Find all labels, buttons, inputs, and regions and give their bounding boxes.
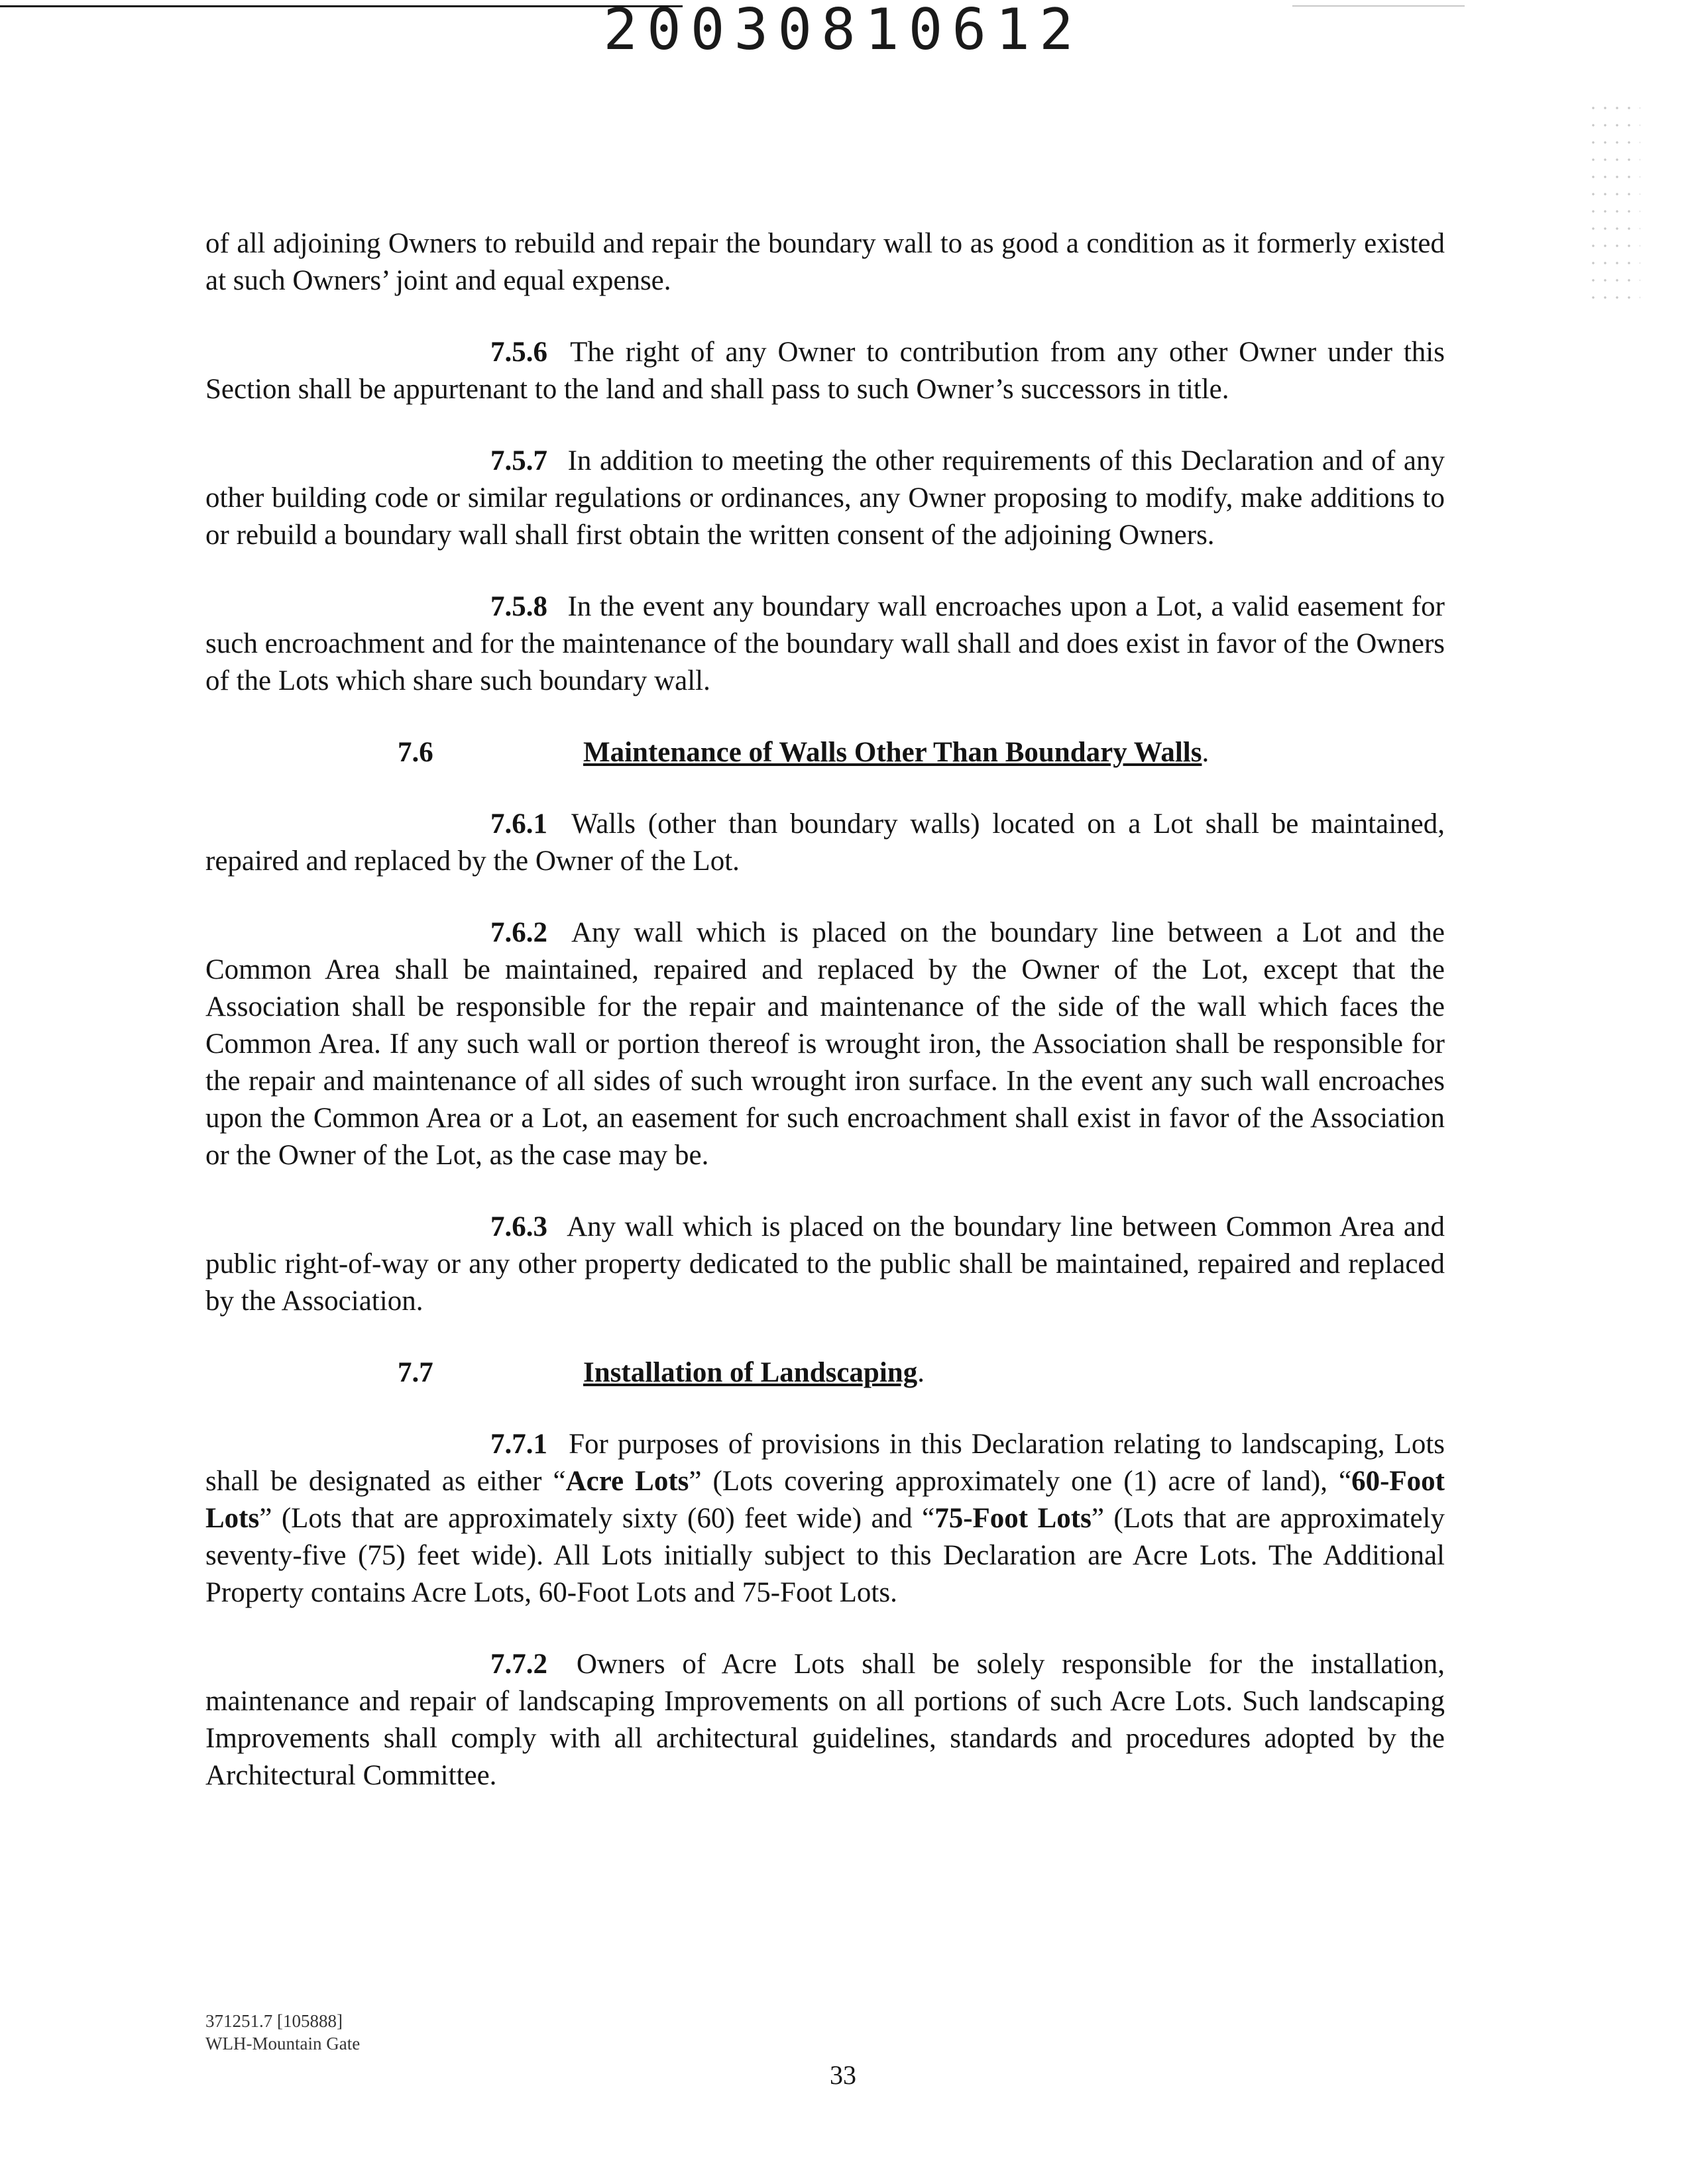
section-text: Any wall which is placed on the boundary line between Common Area and public right-of-way or any other property dedicated to the public shall be maintained, repaired and replaced by the Association. (205, 1211, 1445, 1317)
section-text: In addition to meeting the other requirements of this Declaration and of any other building code or similar regulations or ordinances, any Owner proposing to modify, make additions to or rebuild a boundary wall shall first obtain the written consent of the adjoining Owners. (205, 445, 1445, 551)
heading-period: . (1202, 737, 1209, 768)
section-7-5-6 (205, 334, 1445, 408)
section-7-6-heading (205, 734, 1445, 771)
heading-period: . (917, 1357, 925, 1388)
page-number: 33 (830, 2060, 856, 2090)
section-number: 7.6.1 (490, 808, 547, 840)
document-number: 20030810612 (603, 0, 1083, 63)
section-text: Owners of Acre Lots shall be solely responsible for the installation, maintenance and repair of landscaping Improvements on all portions of such Acre Lots. Such landscaping Improvements shall comply with all architectural guidelines, standards and procedures adopted by the Architectural Committee. (205, 1649, 1445, 1791)
section-text-part: For purposes of provisions in this Declaration relating to landscaping, Lots shall be designated as either “ (205, 1429, 1445, 1497)
section-7-5-7 (205, 443, 1445, 554)
section-7-7-2 (205, 1646, 1445, 1794)
scan-margin-marks (1587, 99, 1640, 311)
section-7-7-1 (205, 1426, 1445, 1611)
defined-term-acre-lots: Acre Lots (565, 1466, 689, 1497)
heading-number: 7.6 (398, 737, 433, 768)
section-number: 7.6.2 (490, 917, 547, 948)
section-text: In the event any boundary wall encroaches upon a Lot, a valid easement for such encroachment and for the maintenance of the boundary wall shall and does exist in favor of the Owners of the Lots which share such boundary wall. (205, 591, 1445, 696)
footer-ref-line-1: 371251.7 [105888] (205, 2011, 343, 2031)
section-text-part: ” (Lots covering approximately one (1) acre of land), “ (689, 1466, 1352, 1497)
section-text-part: ” (Lots that are approximately seventy-five (75) feet wide). All Lots initially subject to this Declaration are Acre Lots. The Additional Property contains Acre Lots, 60-Foot Lots and 75-Foot Lots. (205, 1503, 1445, 1608)
section-text: The right of any Owner to contribution from any other Owner under this Section shall be appurtenant to the land and shall pass to such Owner’s successors in title. (205, 337, 1445, 405)
section-number: 7.7.1 (490, 1429, 547, 1460)
section-7-6-3 (205, 1209, 1445, 1320)
section-text: Walls (other than boundary walls) located on a Lot shall be maintained, repaired and replaced by the Owner of the Lot. (205, 808, 1445, 877)
section-number: 7.5.8 (490, 591, 547, 622)
section-text: Any wall which is placed on the boundary line between a Lot and the Common Area shall be maintained, repaired and replaced by the Owner of the Lot, except that the Association shall be responsible for the repair and maintenance of the side of the wall which faces the Common Area. If any such wall or portion thereof is wrought iron, the Association shall be responsible for the repair and maintenance of all sides of such wrought iron surface. In the event any such wall encroaches upon the Common Area or a Lot, an easement for such encroachment shall exist in favor of the Association or the Owner of the Lot, as the case may be. (205, 917, 1445, 1171)
section-text-part: ” (Lots that are approximately sixty (60) feet wide) and “ (259, 1503, 935, 1534)
section-number: 7.6.3 (490, 1211, 547, 1242)
heading-title: Installation of Landscaping (583, 1357, 918, 1388)
heading-title: Maintenance of Walls Other Than Boundary Walls (583, 737, 1202, 768)
section-7-5-8 (205, 588, 1445, 700)
section-number: 7.5.7 (490, 445, 547, 476)
section-7-6-1 (205, 806, 1445, 880)
section-number: 7.7.2 (490, 1649, 547, 1680)
page-body (205, 225, 1445, 1829)
section-number: 7.5.6 (490, 337, 547, 368)
footer-reference (205, 2010, 360, 2055)
section-7-6-2 (205, 914, 1445, 1174)
section-7-7-heading (205, 1354, 1445, 1392)
footer-ref-line-2: WLH-Mountain Gate (205, 2034, 361, 2053)
defined-term-60-foot-lots: 60-Foot Lots (205, 1466, 1445, 1534)
paragraph-continuation: of all adjoining Owners to rebuild and repair the boundary wall to as good a condition as it formerly existed at such Owners’ joint and equal expense. (205, 228, 1445, 296)
heading-number: 7.7 (398, 1357, 433, 1388)
defined-term-75-foot-lots: 75-Foot Lots (934, 1503, 1092, 1534)
